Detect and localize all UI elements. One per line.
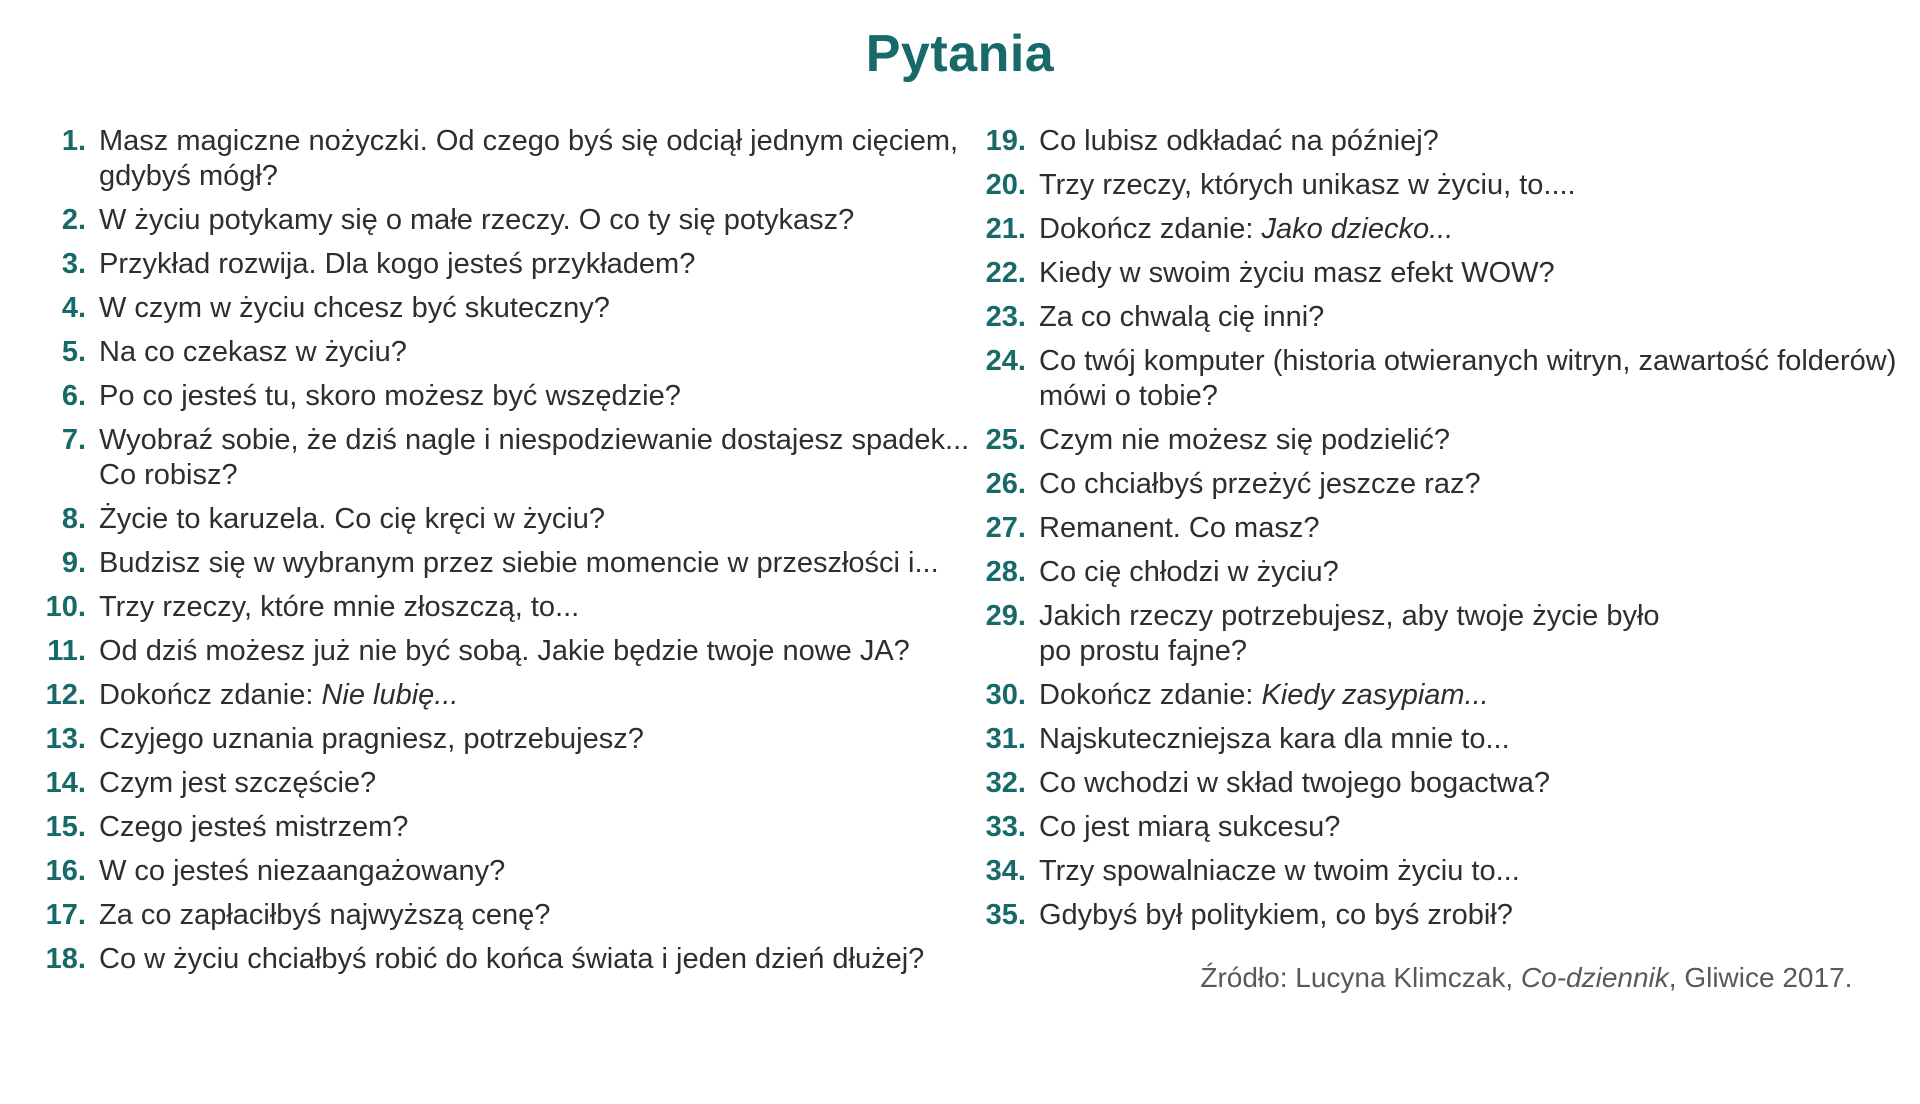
question-line [99, 854, 505, 889]
question-line [1039, 124, 1439, 159]
question-text-italic: Nie lubię... [321, 679, 459, 711]
question-item [40, 854, 980, 889]
question-item [40, 766, 980, 801]
question-number: 12. [45, 679, 86, 711]
question-line [99, 159, 958, 194]
question-line [1039, 898, 1513, 933]
question-item [980, 168, 1896, 203]
question-item [40, 291, 980, 326]
question-text-segment: Co robisz? [99, 459, 238, 491]
question-line [99, 678, 458, 713]
question-line [1039, 634, 1660, 669]
source-citation [980, 961, 1896, 995]
question-text [1039, 511, 1319, 546]
question-text [1039, 124, 1439, 159]
question-text-segment: Jakich rzeczy potrzebujesz, aby twoje życie było [1039, 600, 1660, 632]
question-item [40, 634, 980, 669]
question-line [99, 766, 376, 801]
question-item [40, 810, 980, 845]
question-line [1039, 344, 1896, 379]
question-line [1039, 423, 1450, 458]
question-text-segment: mówi o tobie? [1039, 380, 1218, 412]
question-line [1039, 300, 1324, 335]
question-text [1039, 300, 1324, 335]
question-number: 19. [985, 125, 1026, 157]
question-number: 20. [985, 169, 1026, 201]
question-text [1039, 467, 1481, 502]
question-number: 29. [985, 600, 1026, 632]
question-item [40, 247, 980, 282]
question-item [40, 423, 980, 493]
question-text-segment: Trzy spowalniacze w twoim życiu to... [1039, 855, 1520, 887]
question-text [99, 379, 681, 414]
question-number: 33. [985, 811, 1026, 843]
question-item [40, 678, 980, 713]
question-number: 15. [45, 811, 86, 843]
question-text-segment: Przykład rozwija. Dla kogo jesteś przykładem? [99, 248, 696, 280]
question-text [1039, 168, 1576, 203]
question-text [99, 247, 695, 282]
question-text-segment: , Gliwice 2017. [1668, 962, 1853, 993]
question-text-segment: Życie to karuzela. Co cię kręci w życiu? [99, 503, 606, 535]
question-text-segment: Za co chwalą cię inni? [1039, 301, 1325, 333]
question-item [980, 722, 1896, 757]
question-text-italic: Jako dziecko... [1261, 213, 1454, 245]
question-text [1039, 256, 1555, 291]
question-line [1039, 511, 1319, 546]
question-text [1039, 766, 1550, 801]
question-item [980, 810, 1896, 845]
question-text [99, 722, 644, 757]
question-line [1039, 854, 1520, 889]
question-line [1039, 810, 1340, 845]
question-text-segment: Kiedy w swoim życiu masz efekt WOW? [1039, 257, 1555, 289]
question-text-segment: Wyobraź sobie, że dziś nagle i niespodziewanie dostajesz spadek... [99, 424, 970, 456]
question-line [99, 590, 579, 625]
question-number: 8. [61, 503, 86, 535]
question-line [99, 291, 610, 326]
question-text [99, 678, 458, 713]
question-number: 28. [985, 556, 1026, 588]
question-text-segment: Gdybyś był politykiem, co byś zrobił? [1039, 899, 1513, 931]
question-text-segment: W życiu potykamy się o małe rzeczy. O co ty się potykasz? [99, 204, 855, 236]
question-text [99, 766, 376, 801]
question-item [980, 467, 1896, 502]
question-text [1039, 212, 1453, 247]
question-text-segment: Dokończ zdanie: [1039, 679, 1262, 711]
questions-column-right [980, 124, 1896, 995]
question-number: 22. [985, 257, 1026, 289]
question-line [99, 502, 605, 537]
question-item [40, 502, 980, 537]
question-line [99, 124, 958, 159]
question-number: 9. [61, 547, 86, 579]
question-text [1039, 854, 1520, 889]
question-text [1039, 678, 1489, 713]
question-number: 25. [985, 424, 1026, 456]
question-text-segment: Czym jest szczęście? [99, 767, 377, 799]
question-item [40, 124, 980, 194]
question-text [1039, 898, 1513, 933]
question-text [1039, 423, 1450, 458]
question-line [99, 810, 408, 845]
question-line [1039, 599, 1660, 634]
question-line [99, 423, 969, 458]
question-item [980, 766, 1896, 801]
question-item [980, 599, 1896, 669]
page-title: Pytania [865, 25, 1055, 83]
slide-page [0, 24, 1920, 1104]
question-item [40, 590, 980, 625]
question-number: 23. [985, 301, 1026, 333]
question-line [1039, 555, 1339, 590]
question-text [99, 546, 939, 581]
question-text [99, 203, 854, 238]
question-number: 16. [45, 855, 86, 887]
question-text [99, 854, 505, 889]
question-number: 10. [45, 591, 86, 623]
question-number: 11. [47, 635, 86, 667]
question-line [1039, 678, 1489, 713]
question-text-segment: Czego jesteś mistrzem? [99, 811, 409, 843]
question-line [99, 942, 924, 977]
question-number: 34. [985, 855, 1026, 887]
question-item [40, 942, 980, 977]
question-item [40, 546, 980, 581]
question-text-segment: Co lubisz odkładać na później? [1039, 125, 1439, 157]
question-text-segment: Źródło: Lucyna Klimczak, [1200, 962, 1521, 993]
question-item [980, 854, 1896, 889]
question-text-segment: Dokończ zdanie: [1039, 213, 1262, 245]
question-item [980, 344, 1896, 414]
question-text-segment: Czym nie możesz się podzielić? [1039, 424, 1450, 456]
question-text-segment: Masz magiczne nożyczki. Od czego byś się odciął jednym cięciem, [99, 125, 959, 157]
question-number: 18. [45, 943, 86, 975]
question-item [40, 203, 980, 238]
question-text [99, 291, 610, 326]
question-text [1039, 555, 1339, 590]
question-item [980, 256, 1896, 291]
question-text-segment: Co chciałbyś przeżyć jeszcze raz? [1039, 468, 1481, 500]
question-number: 26. [985, 468, 1026, 500]
question-item [980, 898, 1896, 933]
question-number: 2. [61, 204, 86, 236]
question-line [1039, 379, 1896, 414]
question-line [1039, 256, 1555, 291]
question-text [99, 898, 550, 933]
question-text-segment: W co jesteś niezaangażowany? [99, 855, 506, 887]
question-number: 6. [61, 380, 86, 412]
question-line [99, 203, 854, 238]
question-text [99, 502, 605, 537]
question-line [99, 634, 910, 669]
question-text-segment: Co jest miarą sukcesu? [1039, 811, 1341, 843]
question-text [99, 423, 969, 493]
question-line [99, 247, 695, 282]
question-text-segment: Czyjego uznania pragniesz, potrzebujesz? [99, 723, 644, 755]
question-text [1039, 810, 1340, 845]
question-text-segment: gdybyś mógł? [99, 160, 278, 192]
question-line [1039, 766, 1550, 801]
question-item [980, 511, 1896, 546]
question-item [980, 300, 1896, 335]
question-number: 21. [985, 213, 1026, 245]
question-item [980, 423, 1896, 458]
question-text [1039, 599, 1660, 669]
question-text-segment: Co w życiu chciałbyś robić do końca świata i jeden dzień dłużej? [99, 943, 925, 975]
question-line [1039, 467, 1481, 502]
question-line [99, 722, 644, 757]
question-line [99, 546, 939, 581]
question-text-segment: po prostu fajne? [1039, 635, 1247, 667]
question-number: 27. [985, 512, 1026, 544]
question-line [1039, 212, 1453, 247]
question-line [99, 335, 407, 370]
question-text-segment: Budzisz się w wybranym przez siebie momencie w przeszłości i... [99, 547, 939, 579]
question-text [99, 335, 407, 370]
question-text [99, 124, 958, 194]
question-line [1039, 722, 1510, 757]
question-text-segment: Co wchodzi w skład twojego bogactwa? [1039, 767, 1550, 799]
question-number: 1. [61, 125, 86, 157]
question-item [40, 722, 980, 757]
question-item [980, 555, 1896, 590]
question-text [99, 590, 579, 625]
questions-column-left [40, 124, 980, 995]
question-text-segment: Za co zapłaciłbyś najwyższą cenę? [99, 899, 551, 931]
question-text-italic: Co-dziennik [1520, 962, 1669, 993]
question-text [1039, 722, 1510, 757]
question-line [99, 458, 969, 493]
question-text [99, 942, 924, 977]
question-text [1039, 344, 1896, 414]
question-item [40, 335, 980, 370]
question-number: 3. [61, 248, 86, 280]
question-number: 13. [45, 723, 86, 755]
question-text-segment: Po co jesteś tu, skoro możesz być wszędzie? [99, 380, 681, 412]
question-number: 31. [985, 723, 1026, 755]
question-item [980, 678, 1896, 713]
question-text-italic: Kiedy zasypiam... [1261, 679, 1489, 711]
question-text-segment: Remanent. Co masz? [1039, 512, 1320, 544]
question-number: 17. [45, 899, 86, 931]
question-number: 5. [61, 336, 86, 368]
question-text-segment: Trzy rzeczy, których unikasz w życiu, to.... [1039, 169, 1576, 201]
question-text-segment: Co cię chłodzi w życiu? [1039, 556, 1339, 588]
question-text-segment: Dokończ zdanie: [99, 679, 322, 711]
question-number: 30. [985, 679, 1026, 711]
question-item [980, 212, 1896, 247]
question-text-segment: Co twój komputer (historia otwieranych witryn, zawartość folderów) [1039, 345, 1897, 377]
question-text [99, 810, 408, 845]
questions-area [0, 124, 1920, 995]
question-text [99, 634, 910, 669]
question-number: 35. [985, 899, 1026, 931]
question-item [40, 379, 980, 414]
question-text-segment: Najskuteczniejsza kara dla mnie to... [1039, 723, 1510, 755]
question-text-segment: Od dziś możesz już nie być sobą. Jakie będzie twoje nowe JA? [99, 635, 910, 667]
question-text-segment: Na co czekasz w życiu? [99, 336, 407, 368]
question-number: 24. [985, 345, 1026, 377]
question-text-segment: Trzy rzeczy, które mnie złoszczą, to... [99, 591, 580, 623]
question-number: 14. [45, 767, 86, 799]
question-item [980, 124, 1896, 159]
question-text-segment: W czym w życiu chcesz być skuteczny? [99, 292, 610, 324]
question-line [99, 898, 550, 933]
question-number: 4. [61, 292, 86, 324]
question-line [1039, 168, 1576, 203]
question-number: 32. [985, 767, 1026, 799]
question-line [99, 379, 681, 414]
question-item [40, 898, 980, 933]
question-number: 7. [61, 424, 86, 456]
